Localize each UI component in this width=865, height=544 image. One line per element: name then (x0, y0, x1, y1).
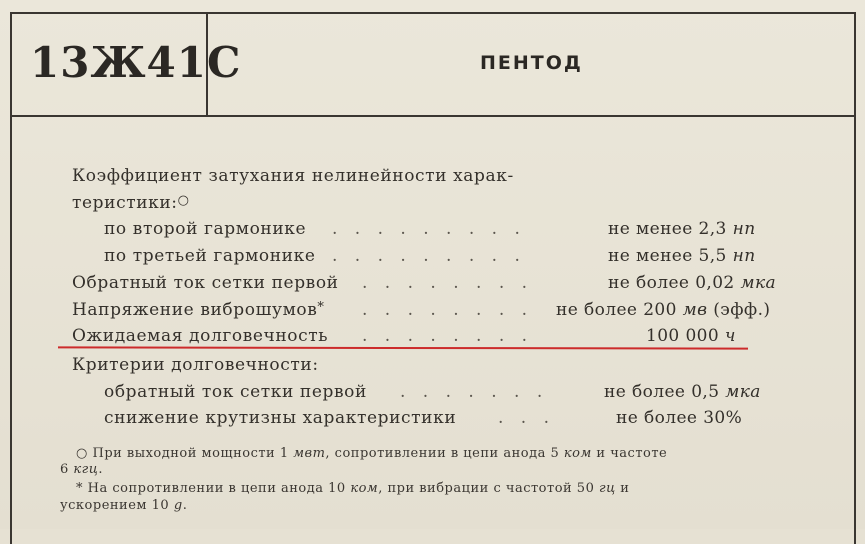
footnote-2-unit-kohm: ком (350, 481, 379, 496)
footnote-1-line1 (76, 446, 667, 461)
footnote-circle-marker: ○ (177, 193, 190, 208)
third-harmonic-value: не менее 5,5 (608, 246, 727, 266)
crit-slope-label: снижение крутизны характеристики (104, 408, 457, 428)
lifetime-value-row (646, 326, 736, 346)
leader-dots: . . . . . . . . . (332, 219, 526, 239)
vibration-noise-value-row (556, 300, 770, 320)
vibration-noise-label-row (72, 300, 325, 320)
nonlinearity-title-line2 (72, 193, 190, 213)
footnote-2-text-b: , при вибрации с частотой 50 (378, 481, 595, 496)
leader-dots: . . . (498, 408, 556, 428)
criteria-title: Критерии долговечности: (72, 355, 319, 375)
lifetime-value: 100 000 (646, 326, 720, 346)
nonlinearity-title-line1: Коэффициент затухания нелинейности харак- (72, 166, 514, 186)
leader-dots: . . . . . . . . (362, 326, 534, 346)
footnote-2-line1 (76, 481, 629, 496)
grid-current-label: Обратный ток сетки первой (72, 273, 339, 293)
footnote-1-line2 (60, 462, 103, 477)
lifetime-unit: ч (724, 326, 736, 346)
nonlinearity-title-line2-text: теристики: (72, 193, 178, 213)
tube-code: 13Ж41С (30, 38, 242, 87)
vibration-noise-label: Напряжение виброшумов (72, 300, 318, 320)
second-harmonic-value-row (608, 219, 756, 239)
footnote-1-unit-khz: кгц (73, 462, 99, 477)
footnote-2-text-c: и (620, 481, 630, 496)
footnote-1-text-b: , сопротивлении в цепи анода 5 (325, 446, 560, 461)
second-harmonic-unit: нп (732, 219, 756, 239)
footnote-2-line2-a: ускорением 10 (60, 498, 170, 513)
leader-dots: . . . . . . . . . (332, 246, 526, 266)
crit-grid-current-label: обратный ток сетки первой (104, 382, 367, 402)
crit-grid-current-value-row (604, 382, 761, 402)
footnote-2-unit-g: g (173, 498, 183, 513)
third-harmonic-label: по третьей гармонике (104, 246, 316, 266)
footnote-1-line2-a: 6 (60, 462, 69, 477)
grid-current-value-row (608, 273, 776, 293)
footnote-1-unit-mw: мвт (293, 446, 326, 461)
grid-current-unit: мка (740, 273, 777, 293)
crit-grid-current-unit: мка (725, 382, 761, 402)
third-harmonic-unit: нп (732, 246, 756, 266)
footnote-1-line2-b: . (98, 462, 103, 477)
leader-dots: . . . . . . . . (362, 300, 534, 320)
footnote-2-unit-hz: гц (599, 481, 616, 496)
footnote-2-line2-b: . (182, 498, 188, 513)
third-harmonic-value-row (608, 246, 756, 266)
crit-slope-value: не более 30% (616, 408, 743, 428)
footnote-star-marker: * (317, 300, 325, 315)
footnote-1-unit-kohm: ком (563, 446, 592, 461)
footnote-1-text-c: и частоте (596, 446, 668, 461)
crit-grid-current-value: не более 0,5 (604, 382, 720, 402)
lifetime-label: Ожидаемая долговечность (72, 326, 329, 346)
vibration-noise-unit: мв (682, 300, 708, 320)
leader-dots: . . . . . . . (400, 382, 549, 402)
second-harmonic-value: не менее 2,3 (608, 219, 727, 239)
vibration-noise-suffix: (эфф.) (713, 300, 771, 320)
tube-type: ПЕНТОД (480, 52, 583, 74)
footnote-2-text-a: * На сопротивлении в цепи анода 10 (76, 481, 346, 496)
second-harmonic-label: по второй гармонике (104, 219, 307, 239)
footnote-2-line2 (60, 498, 187, 513)
footnote-1-text-a: ○ При выходной мощности 1 (76, 446, 289, 461)
grid-current-value: не более 0,02 (608, 273, 735, 293)
vibration-noise-value: не более 200 (556, 300, 677, 320)
leader-dots: . . . . . . . . (362, 273, 534, 293)
